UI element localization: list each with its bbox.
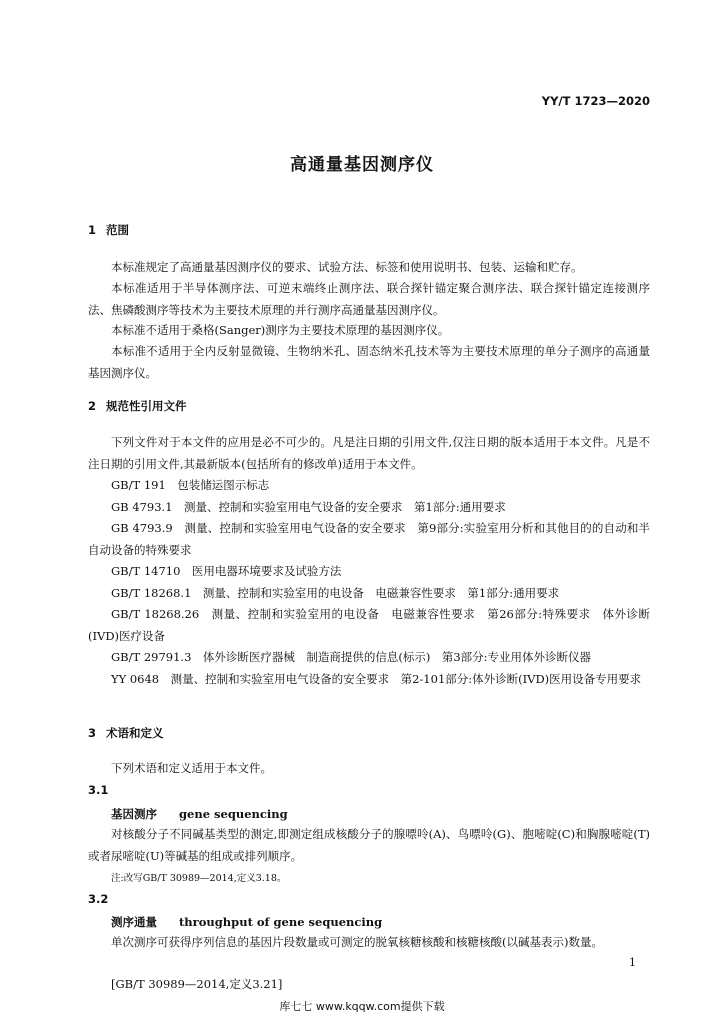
section-title: 范围 xyxy=(106,223,129,237)
download-footer: 库七七 www.kqqw.com提供下载 xyxy=(279,1000,445,1013)
term-number: 3.2 xyxy=(88,892,109,906)
section-1-heading xyxy=(88,222,129,238)
term-name xyxy=(111,914,382,930)
term-definition: 对核酸分子不同碱基类型的测定,即测定组成核酸分子的腺嘌呤(A)、鸟嘌呤(G)、胞嘧啶(C)和胸腺嘧啶(T)或者尿嘧啶(U)等碱基的组成或排列顺序。 xyxy=(88,827,650,863)
reference-item: GB/T 18268.26 测量、控制和实验室用的电设备 电磁兼容性要求 第26部分:特殊要求 体外诊断(IVD)医疗设备 xyxy=(88,607,650,643)
term-name xyxy=(111,806,288,822)
section-number: 2 xyxy=(88,399,97,413)
term-note: 注:改写GB/T 30989—2014,定义3.18。 xyxy=(111,873,287,884)
scope-paragraph-2: 本标准适用于半导体测序法、可逆末端终止测序法、联合探针锚定聚合测序法、联合探针锚定连接测序法、焦磷酸测序等技术为主要技术原理的并行测序高通量基因测序仪。 xyxy=(88,281,650,317)
scope-paragraph-4: 本标准不适用于全内反射显微镜、生物纳米孔、固态纳米孔技术等为主要技术原理的单分子测序的高通量基因测序仪。 xyxy=(88,344,650,380)
section-title: 规范性引用文件 xyxy=(106,399,187,413)
reference-item: GB/T 29791.3 体外诊断医疗器械 制造商提供的信息(标示) 第3部分:专业用体外诊断仪器 xyxy=(111,650,592,664)
term-en: gene sequencing xyxy=(179,807,288,821)
section-3-heading xyxy=(88,725,164,741)
term-definition: 单次测序可获得序列信息的基因片段数量或可测定的脱氧核糖核酸和核糖核酸(以碱基表示)数量。 xyxy=(111,935,603,949)
reference-item: GB 4793.1 测量、控制和实验室用电气设备的安全要求 第1部分:通用要求 xyxy=(111,500,506,514)
reference-item: GB/T 191 包装储运图示标志 xyxy=(111,478,270,492)
scope-paragraph-1: 本标准规定了高通量基因测序仪的要求、试验方法、标签和使用说明书、包装、运输和贮存。 xyxy=(111,260,583,274)
terms-intro: 下列术语和定义适用于本文件。 xyxy=(111,761,272,775)
page-number: 1 xyxy=(629,956,636,969)
reference-item: GB/T 18268.1 测量、控制和实验室用的电设备 电磁兼容性要求 第1部分:通用要求 xyxy=(111,586,560,600)
section-2-heading xyxy=(88,398,187,414)
term-source: [GB/T 30989—2014,定义3.21] xyxy=(111,977,283,991)
term-number: 3.1 xyxy=(88,783,109,797)
term-en: throughput of gene sequencing xyxy=(179,915,383,929)
normative-intro: 下列文件对于本文件的应用是必不可少的。凡是注日期的引用文件,仅注日期的版本适用于本文件。凡是不注日期的引用文件,其最新版本(包括所有的修改单)适用于本文件。 xyxy=(88,435,650,471)
document-title: 高通量基因测序仪 xyxy=(290,155,434,175)
term-zh: 基因测序 xyxy=(111,807,157,821)
term-zh: 测序通量 xyxy=(111,915,157,929)
section-title: 术语和定义 xyxy=(106,726,164,740)
scope-paragraph-3: 本标准不适用于桑格(Sanger)测序为主要技术原理的基因测序仪。 xyxy=(111,323,450,337)
standard-code: YY/T 1723—2020 xyxy=(541,94,650,108)
section-number: 1 xyxy=(88,223,97,237)
reference-item: YY 0648 测量、控制和实验室用电气设备的安全要求 第2-101部分:体外诊断(IVD)医用设备专用要求 xyxy=(111,672,642,686)
reference-item: GB 4793.9 测量、控制和实验室用电气设备的安全要求 第9部分:实验室用分析和其他目的的自动和半自动设备的特殊要求 xyxy=(88,521,650,557)
section-number: 3 xyxy=(88,726,97,740)
reference-item: GB/T 14710 医用电器环境要求及试验方法 xyxy=(111,564,342,578)
